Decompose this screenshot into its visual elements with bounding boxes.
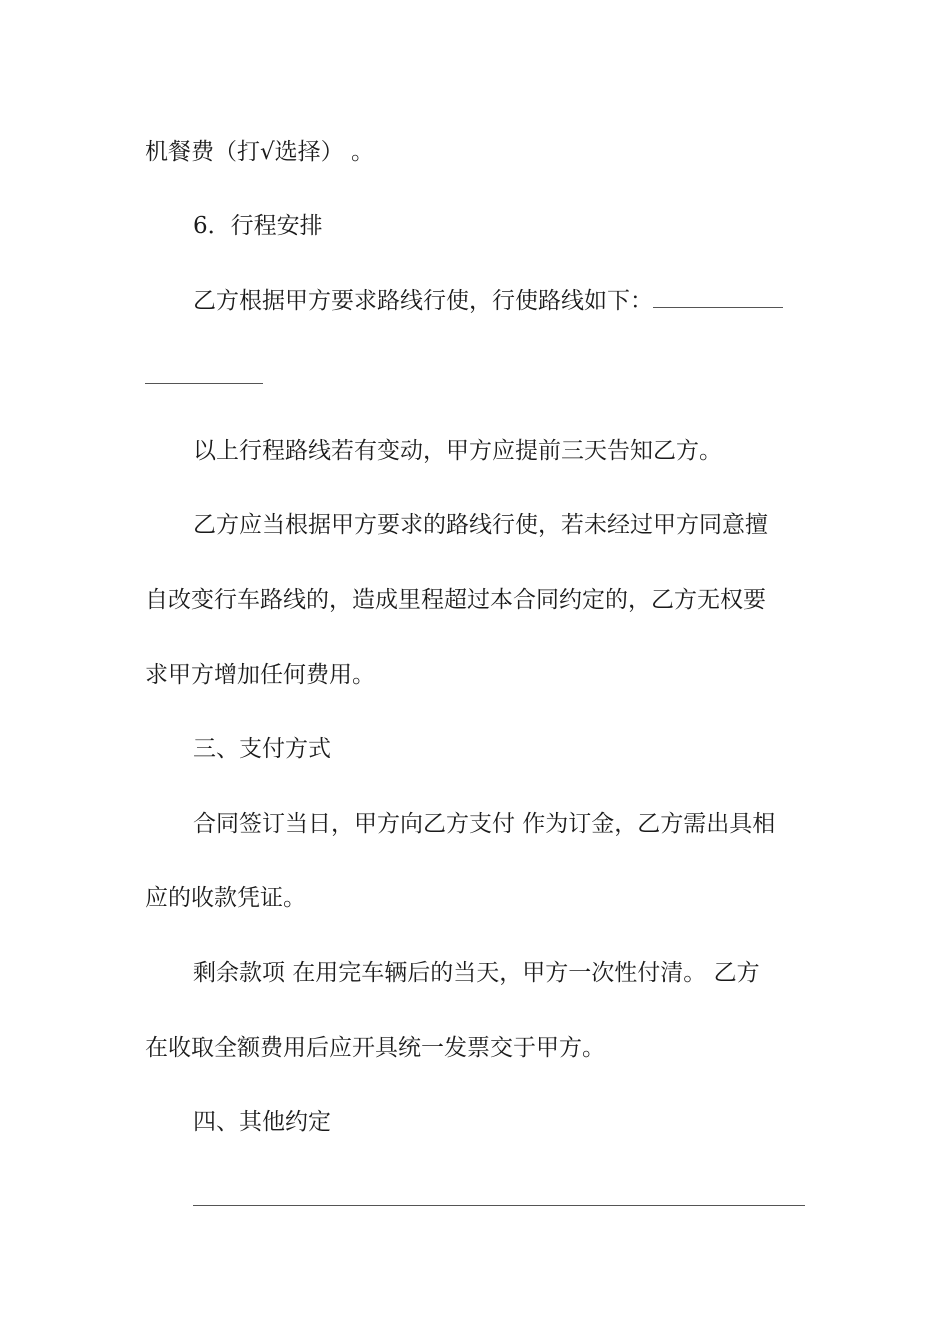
paragraph-line: 在收取全额费用后应开具统一发票交于甲方。: [145, 1035, 605, 1061]
section-heading-payment: 三、支付方式: [193, 736, 331, 762]
route-blank: [653, 289, 783, 308]
route-text: 乙方根据甲方要求路线行使，行使路线如下：: [193, 288, 653, 314]
paragraph-line: 求甲方增加任何费用。: [145, 662, 375, 688]
paragraph-line: 以上行程路线若有变动，甲方应提前三天告知乙方。: [193, 438, 722, 464]
paragraph-line: [193, 286, 783, 316]
paragraph-line: 合同签订当日，甲方向乙方支付 作为订金，乙方需出具相: [193, 811, 776, 837]
paragraph-line: 乙方应当根据甲方要求的路线行使，若未经过甲方同意擅: [193, 512, 768, 538]
paragraph-line: 应的收款凭证。: [145, 885, 306, 911]
paragraph-line: 机餐费（打√选择） 。: [145, 139, 374, 165]
section-heading-other: 四、其他约定: [193, 1109, 331, 1135]
route-blank-continued: [145, 383, 263, 384]
section-heading-itinerary: 6．行程安排: [193, 213, 323, 239]
paragraph-line: 自改变行车路线的，造成里程超过本合同约定的，乙方无权要: [145, 587, 766, 613]
paragraph-line: 剩余款项 在用完车辆后的当天，甲方一次性付清。 乙方: [193, 960, 760, 986]
blank-underline: [193, 1205, 805, 1206]
